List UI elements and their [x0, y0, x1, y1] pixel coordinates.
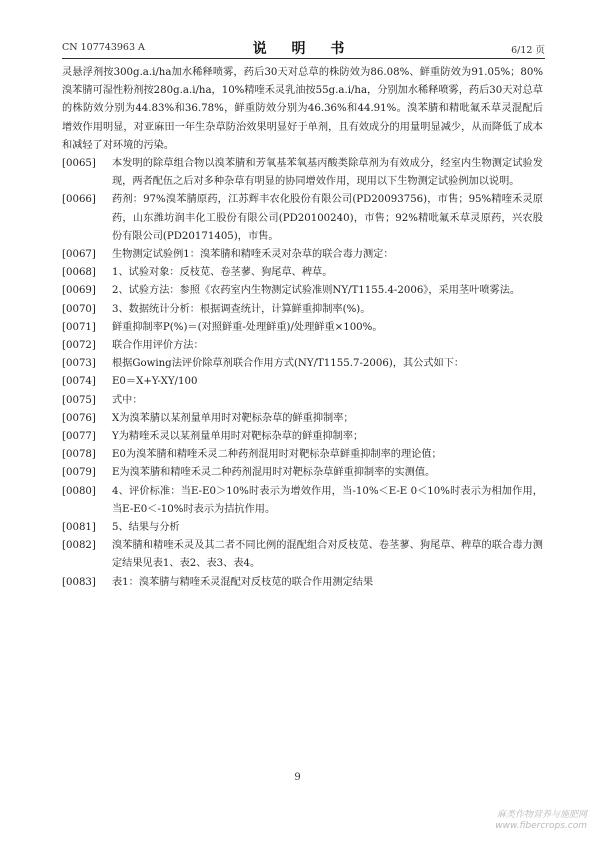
paragraph-number: [0075]	[62, 394, 96, 406]
paragraph-number: [0068]	[62, 267, 96, 279]
paragraph-text: 根据Gowing法评价除草剂联合作用方式(NY/T1155.7-2006)，其公式如下：	[112, 358, 465, 370]
paragraph-number: [0078]	[62, 449, 96, 461]
header-divider	[62, 58, 545, 59]
paragraph-text: 溴苯腈和精喹禾灵及其二者不同比例的混配组合对反枝苋、卷茎蓼、狗尾草、稗草的联合毒力测定结果见表1、表2、表3、表4。	[112, 540, 543, 570]
paragraph-text: E0为溴苯腈和精喹禾灵二种药剂混用时对靶标杂草鲜重抑制率的理论值；	[112, 449, 442, 461]
paragraph-number: [0082]	[62, 540, 96, 552]
paragraph-item	[62, 410, 543, 428]
paragraph-item	[62, 155, 543, 191]
paragraph-item	[62, 301, 543, 319]
paragraph-item	[62, 282, 543, 300]
paragraph-item	[62, 392, 543, 410]
paragraph-text: 1、试验对象：反枝苋、卷茎蓼、狗尾草、稗草。	[112, 267, 333, 279]
paragraph-number: [0076]	[62, 412, 96, 424]
paragraph-item	[62, 355, 543, 373]
document-number: CN 107743963 A	[62, 42, 145, 53]
paragraph-text: 生物测定试验例1：溴苯腈和精喹禾灵对杂草的联合毒力测定：	[112, 249, 394, 261]
paragraph-item	[62, 483, 543, 519]
paragraph-list	[62, 155, 543, 592]
paragraph-text: 2、试验方法：参照《农药室内生物测定试验准则NY/T1155.4-2006》，采用茎叶喷雾法。	[112, 285, 521, 297]
paragraph-number: [0077]	[62, 431, 96, 443]
page-header	[62, 38, 545, 56]
paragraph-item	[62, 264, 543, 282]
paragraph-text: 鲜重抑制率P(%)＝(对照鲜重-处理鲜重)/处理鲜重×100%。	[112, 321, 383, 333]
paragraph-item	[62, 319, 543, 337]
paragraph-item	[62, 337, 543, 355]
paragraph-text: 5、结果与分析	[112, 522, 180, 534]
document-title: 说 明 书	[252, 41, 355, 57]
paragraph-item	[62, 373, 543, 391]
paragraph-item	[62, 519, 543, 537]
paragraph-text: 药剂：97%溴苯腈原药，江苏辉丰农化股份有限公司(PD20093756)，市售；95%精喹禾灵原药，山东潍坊润丰化工股份有限公司(PD20100240)，市售；92%精吡氟禾草灵原药，兴农股份有限公司(PD20171405)，市售。	[112, 194, 543, 242]
paragraph-number: [0069]	[62, 285, 96, 297]
paragraph-text: 本发明的除草组合物以溴苯腈和芳氧基苯氧基丙酸类除草剂为有效成分，经室内生物测定试验发现，两者配伍之后对多种杂草有明显的协同增效作用，现用以下生物测定试验例加以说明。	[112, 158, 543, 188]
paragraph-item	[62, 537, 543, 573]
watermark-line-1: 麻类作物营养与施肥网	[496, 810, 587, 820]
paragraph-number: [0081]	[62, 522, 96, 534]
paragraph-number: [0067]	[62, 249, 96, 261]
paragraph-text: 表1：溴苯腈与精喹禾灵混配对反枝苋的联合作用测定结果	[112, 576, 374, 588]
intro-paragraph: 灵悬浮剂按300g.a.i/ha加水稀释喷雾，药后30天对总草的株防效为86.08%、鲜重防效为91.05%；80%溴苯腈可湿性粉剂按280g.a.i/ha，10%精喹禾灵乳油按55g.a.i/ha，分别加水稀释喷雾，药后30天对总草的株防效分别为44.83%和36.78%，鲜重防效分别为46.36%和44.91%。溴苯腈和精吡氟禾草灵混配后增效作用明显，对亚麻田一年生杂草防治效果明显好于单剂，且有效成分的用量明显减少，从而降低了成本和减轻了对环境的污染。	[62, 67, 543, 151]
paragraph-item	[62, 446, 543, 464]
paragraph-text: 3、数据统计分析：根据调查统计，计算鲜重抑制率(%)。	[112, 303, 371, 315]
site-watermark	[495, 810, 587, 832]
paragraph-item	[62, 574, 543, 592]
paragraph-number: [0079]	[62, 467, 96, 479]
paragraph-number: [0070]	[62, 303, 96, 315]
paragraph-item	[62, 464, 543, 482]
paragraph-number: [0080]	[62, 485, 96, 497]
page-number: 9	[294, 772, 301, 783]
paragraph-text: 4、评价标准：当E-E0＞10%时表示为增效作用，当-10%＜E-E 0＜10%时表示为相加作用，当E-E0＜-10%时表示为拮抗作用。	[112, 485, 543, 515]
paragraph-text: 联合作用评价方法：	[112, 340, 204, 352]
paragraph-item	[62, 191, 543, 246]
document-body	[62, 64, 543, 592]
paragraph-number: [0073]	[62, 358, 96, 370]
paragraph-text: 式中：	[112, 394, 143, 406]
paragraph-text: E为溴苯腈和精喹禾灵二种药剂混用时对靶标杂草鲜重抑制率的实测值。	[112, 467, 436, 479]
paragraph-number: [0066]	[62, 194, 96, 206]
paragraph-item	[62, 246, 543, 264]
paragraph-number: [0074]	[62, 376, 96, 388]
paragraph-text: E0＝X+Y-XY/100	[112, 376, 198, 388]
paragraph-text: X为溴苯腈以某剂量单用时对靶标杂草的鲜重抑制率；	[112, 412, 354, 424]
page-indicator: 6/12 页	[511, 45, 545, 56]
paragraph-number: [0071]	[62, 321, 96, 333]
paragraph-number: [0072]	[62, 340, 96, 352]
paragraph-number: [0083]	[62, 576, 96, 588]
paragraph-text: Y为精喹禾灵以某剂量单用时对靶标杂草的鲜重抑制率；	[112, 431, 364, 443]
paragraph-item	[62, 428, 543, 446]
watermark-line-2: www.fibercrops.com	[495, 821, 587, 831]
paragraph-number: [0065]	[62, 158, 96, 170]
